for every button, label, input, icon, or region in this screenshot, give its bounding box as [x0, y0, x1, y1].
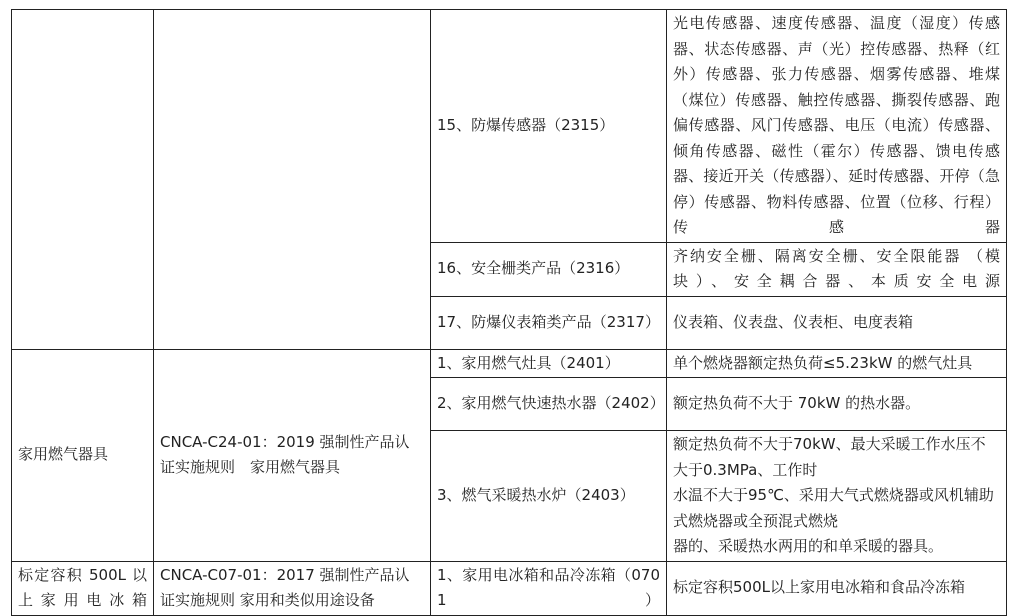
- scope-cell: 额定热负荷不大于 70kW 的热水器。: [667, 378, 1007, 431]
- category-cell: 家用燃气器具: [12, 349, 154, 561]
- category-cell-empty: [12, 10, 154, 350]
- product-cell: 2、家用燃气快速热水器（2402）: [431, 378, 667, 431]
- product-cell: 17、防爆仪表箱类产品（2317）: [431, 296, 667, 349]
- scope-line: 额定热负荷不大于70kW、最大采暖工作水压不大于0.3MPa、工作时: [673, 435, 986, 479]
- product-catalog-table: [11, 9, 1007, 616]
- scope-cell: 标定容积500L以上家用电冰箱和食品冷冻箱: [667, 561, 1007, 615]
- table-row: [12, 349, 1007, 378]
- product-cell: 1、家用电冰箱和品冷冻箱（0701）: [431, 561, 667, 615]
- table-row: [12, 561, 1007, 615]
- scope-cell: 仪表箱、仪表盘、仪表柜、电度表箱: [667, 296, 1007, 349]
- category-cell: 标定容积 500L 以上家用电冰箱: [12, 561, 154, 615]
- rule-cell: CNCA-C07-01：2017 强制性产品认证实施规则 家用和类似用途设备: [154, 561, 431, 615]
- rule-cell: CNCA-C24-01：2019 强制性产品认证实施规则 家用燃气器具: [154, 349, 431, 561]
- scope-cell: 齐纳安全栅、隔离安全栅、安全限能器 （模块）、安全耦合器、本质安全电源: [667, 242, 1007, 296]
- rule-cell-empty: [154, 10, 431, 350]
- scope-cell: 光电传感器、速度传感器、温度（湿度）传感器、状态传感器、声（光）控传感器、热释（红外）传感器、张力传感器、烟雾传感器、堆煤（煤位）传感器、触控传感器、撕裂传感器、跑偏传感器、风门传感器、电压（电流）传感器、倾角传感器、磁性（霍尔）传感器、馈电传感器、接近开关（传感器）、延时传感器、开停（急停）传感器、物料传感器、位置（位移、行程）传感器: [667, 10, 1007, 243]
- product-cell: 3、燃气采暖热水炉（2403）: [431, 431, 667, 562]
- product-cell: 1、家用燃气灶具（2401）: [431, 349, 667, 378]
- scope-line: 水温不大于95℃、采用大气式燃烧器或风机辅助式燃烧器或全预混式燃烧: [673, 486, 994, 530]
- scope-line: 器的、采暖热水两用的和单采暖的器具。: [673, 537, 944, 555]
- table-row: [12, 10, 1007, 243]
- product-cell: 16、安全栅类产品（2316）: [431, 242, 667, 296]
- product-cell: 15、防爆传感器（2315）: [431, 10, 667, 243]
- scope-cell: [667, 431, 1007, 562]
- scope-cell: 单个燃烧器额定热负荷≤5.23kW 的燃气灶具: [667, 349, 1007, 378]
